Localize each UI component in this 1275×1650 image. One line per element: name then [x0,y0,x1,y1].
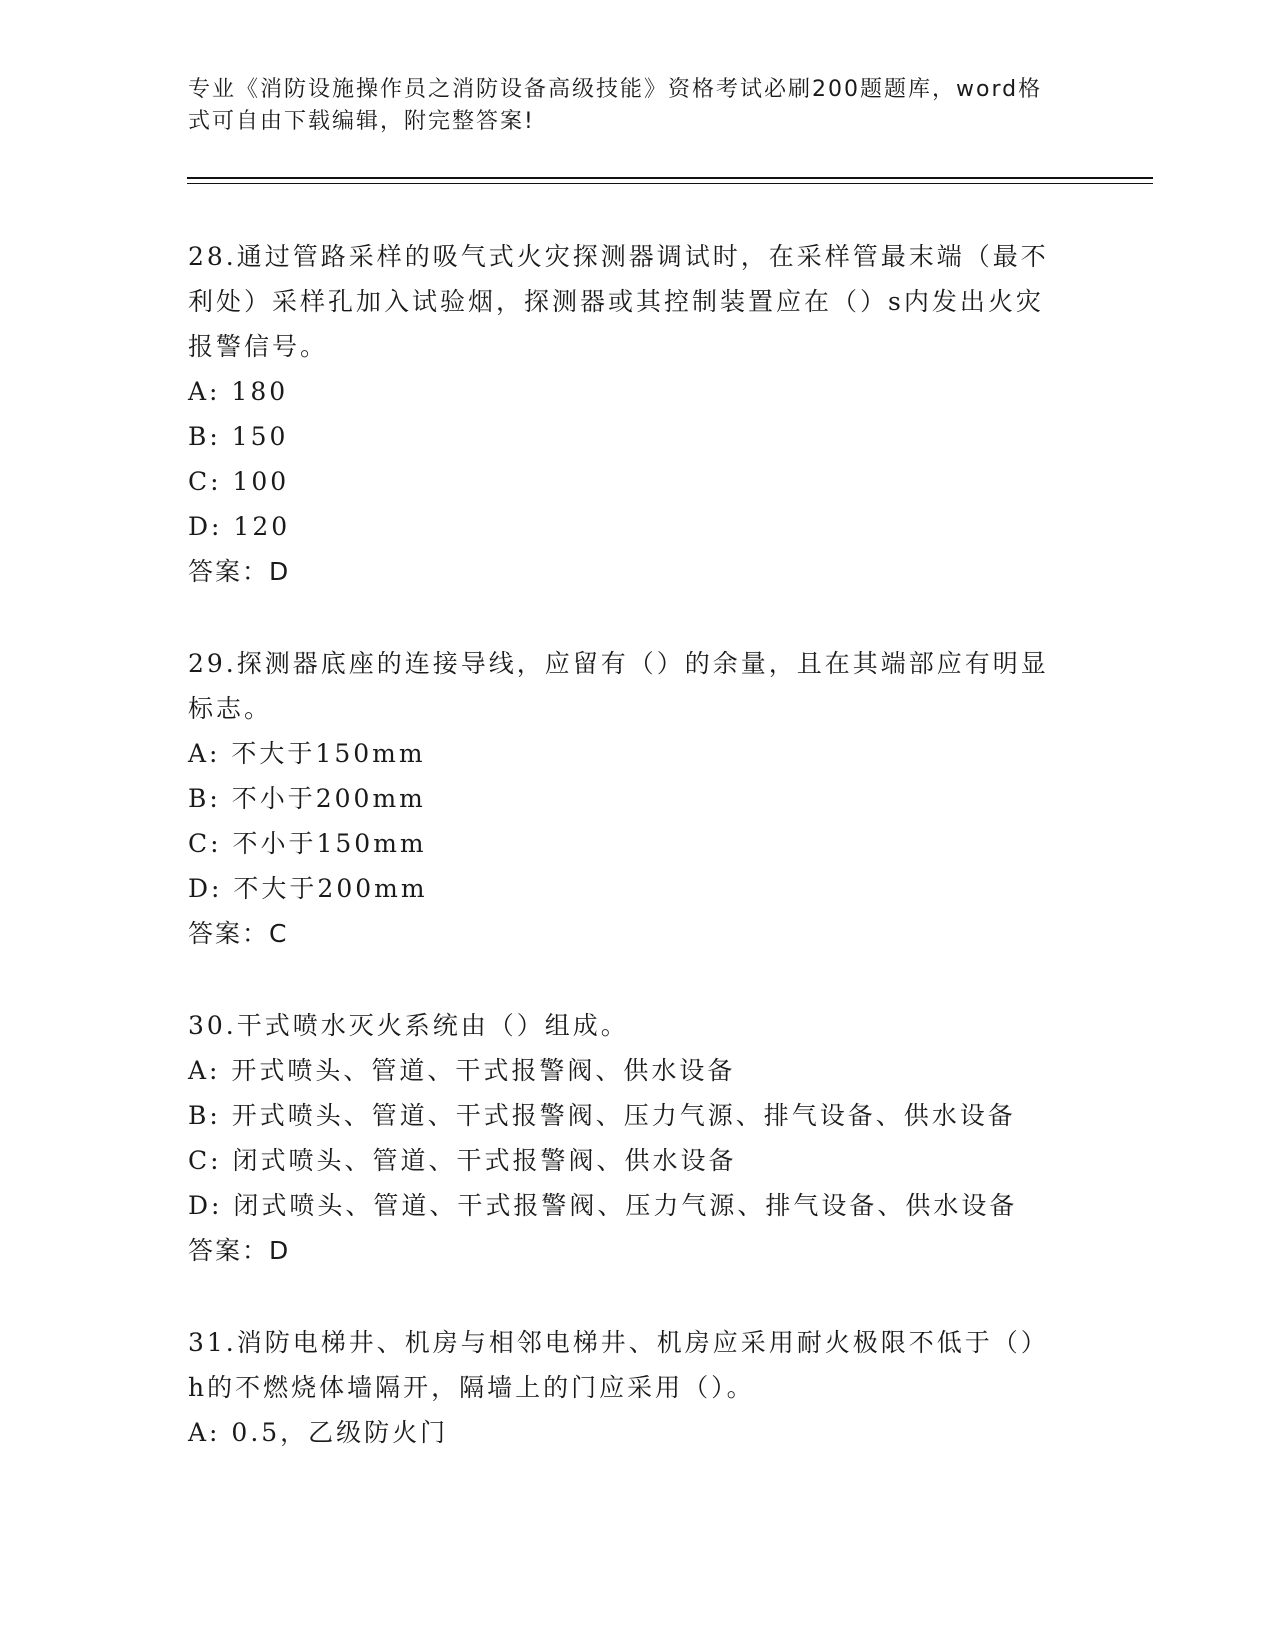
question-stem-line: 30.干式喷水灭火系统由（）组成。 [188,1011,629,1040]
document-header [188,74,1088,138]
option-b: B: 开式喷头、管道、干式报警阀、压力气源、排气设备、供水设备 [188,1101,1016,1130]
question-stem-line: 标志。 [188,694,273,723]
question-28 [188,234,1088,594]
option-b: B: 不小于200mm [188,784,426,813]
answer-text: 答案：C [188,919,289,948]
header-line-1: 专业《消防设施操作员之消防设备高级技能》资格考试必刷200题题库，word格 [188,77,1043,102]
option-a: A: 不大于150mm [188,739,426,768]
answer-text: 答案：D [188,557,291,586]
question-stem-line: 28.通过管路采样的吸气式火灾探测器调试时，在采样管最末端（最不 [188,242,1049,271]
question-stem-line: 报警信号。 [188,332,329,361]
option-c: C: 闭式喷头、管道、干式报警阀、供水设备 [188,1146,737,1175]
question-stem-line: 利处）采样孔加入试验烟，探测器或其控制装置应在（）s内发出火灾 [188,287,1044,316]
option-d: D: 闭式喷头、管道、干式报警阀、压力气源、排气设备、供水设备 [188,1191,1018,1220]
option-b: B: 150 [188,422,289,451]
option-c: C: 100 [188,467,290,496]
question-stem-line: 31.消防电梯井、机房与相邻电梯井、机房应采用耐火极限不低于（） [188,1328,1049,1357]
question-stem-line: h的不燃烧体墙隔开，隔墙上的门应采用（）。 [188,1373,755,1402]
question-stem-line: 29.探测器底座的连接导线，应留有（）的余量，且在其端部应有明显 [188,649,1049,678]
option-a: A: 180 [188,377,289,406]
answer-text: 答案：D [188,1236,291,1265]
option-d: D: 120 [188,512,291,541]
header-line-2: 式可自由下载编辑，附完整答案! [188,109,535,134]
question-30 [188,1003,1088,1273]
option-d: D: 不大于200mm [188,874,428,903]
option-a: A: 开式喷头、管道、干式报警阀、供水设备 [188,1056,736,1085]
option-c: C: 不小于150mm [188,829,427,858]
header-divider-thin [187,183,1153,184]
question-29 [188,641,1088,956]
header-divider-thick [187,177,1153,179]
option-a: A: 0.5，乙级防火门 [188,1418,449,1447]
question-31 [188,1320,1088,1455]
question-list [188,234,1088,1502]
